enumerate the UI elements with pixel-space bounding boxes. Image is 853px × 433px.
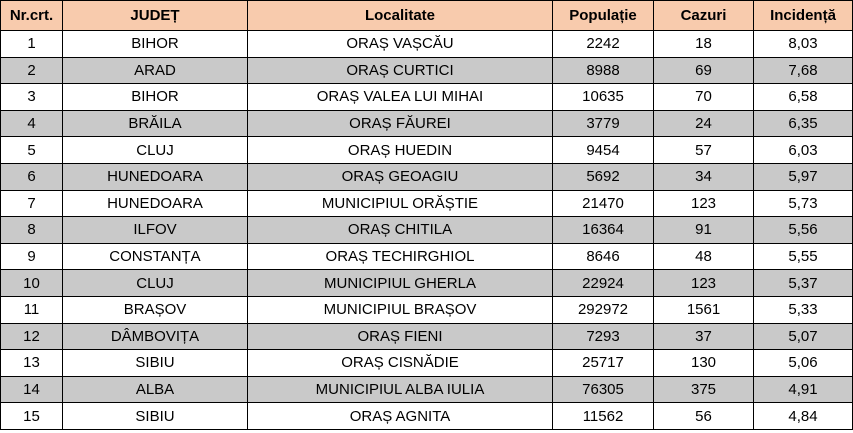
header-nr-crt: Nr.crt.: [1, 1, 63, 31]
cell-incidenta: 5,97: [754, 163, 853, 190]
cell-cazuri: 34: [654, 163, 754, 190]
cell-populatie: 9454: [553, 137, 654, 164]
cell-populatie: 76305: [553, 376, 654, 403]
cell-populatie: 8646: [553, 243, 654, 270]
table-row: [1, 163, 853, 190]
table-row: [1, 84, 853, 111]
cell-localitate: ORAȘ CISNĂDIE: [248, 350, 553, 377]
cell-localitate: MUNICIPIUL GHERLA: [248, 270, 553, 297]
cell-incidenta: 5,06: [754, 350, 853, 377]
cell-judet: HUNEDOARA: [63, 163, 248, 190]
table-row: [1, 296, 853, 323]
cell-cazuri: 18: [654, 31, 754, 58]
cell-judet: ARAD: [63, 57, 248, 84]
cell-judet: BRAȘOV: [63, 296, 248, 323]
cell-nr-crt: 2: [1, 57, 63, 84]
cell-localitate: ORAȘ GEOAGIU: [248, 163, 553, 190]
header-incidenta: Incidență: [754, 1, 853, 31]
cell-judet: CLUJ: [63, 137, 248, 164]
header-populatie: Populație: [553, 1, 654, 31]
cell-incidenta: 5,73: [754, 190, 853, 217]
cell-populatie: 11562: [553, 403, 654, 430]
cell-populatie: 21470: [553, 190, 654, 217]
header-localitate: Localitate: [248, 1, 553, 31]
table-row: [1, 190, 853, 217]
table-row: [1, 31, 853, 58]
cell-nr-crt: 10: [1, 270, 63, 297]
cell-localitate: MUNICIPIUL ORĂȘTIE: [248, 190, 553, 217]
cell-judet: BIHOR: [63, 84, 248, 111]
cell-judet: ILFOV: [63, 217, 248, 244]
cell-localitate: ORAȘ FĂUREI: [248, 110, 553, 137]
cell-localitate: MUNICIPIUL ALBA IULIA: [248, 376, 553, 403]
cell-localitate: ORAȘ CHITILA: [248, 217, 553, 244]
cell-localitate: ORAȘ HUEDIN: [248, 137, 553, 164]
cell-judet: SIBIU: [63, 403, 248, 430]
cell-incidenta: 5,37: [754, 270, 853, 297]
cell-judet: SIBIU: [63, 350, 248, 377]
cell-populatie: 22924: [553, 270, 654, 297]
cell-localitate: ORAȘ TECHIRGHIOL: [248, 243, 553, 270]
cell-localitate: ORAȘ VAȘCĂU: [248, 31, 553, 58]
table-row: [1, 57, 853, 84]
cell-incidenta: 5,07: [754, 323, 853, 350]
cell-cazuri: 69: [654, 57, 754, 84]
cell-nr-crt: 14: [1, 376, 63, 403]
cell-nr-crt: 8: [1, 217, 63, 244]
cell-incidenta: 5,56: [754, 217, 853, 244]
header-judet: JUDEȚ: [63, 1, 248, 31]
cell-nr-crt: 1: [1, 31, 63, 58]
cell-judet: CONSTANȚA: [63, 243, 248, 270]
cell-localitate: ORAȘ AGNITA: [248, 403, 553, 430]
cell-nr-crt: 9: [1, 243, 63, 270]
cell-nr-crt: 13: [1, 350, 63, 377]
cell-populatie: 2242: [553, 31, 654, 58]
cell-cazuri: 123: [654, 190, 754, 217]
table-row: [1, 217, 853, 244]
cell-localitate: ORAȘ FIENI: [248, 323, 553, 350]
cell-cazuri: 24: [654, 110, 754, 137]
cell-judet: HUNEDOARA: [63, 190, 248, 217]
cell-incidenta: 4,91: [754, 376, 853, 403]
cell-localitate: ORAȘ VALEA LUI MIHAI: [248, 84, 553, 111]
cell-localitate: MUNICIPIUL BRAȘOV: [248, 296, 553, 323]
cell-cazuri: 37: [654, 323, 754, 350]
cell-judet: BIHOR: [63, 31, 248, 58]
cell-cazuri: 91: [654, 217, 754, 244]
cell-cazuri: 123: [654, 270, 754, 297]
cell-incidenta: 5,55: [754, 243, 853, 270]
cell-nr-crt: 11: [1, 296, 63, 323]
cell-nr-crt: 7: [1, 190, 63, 217]
cell-judet: ALBA: [63, 376, 248, 403]
table-row: [1, 350, 853, 377]
cell-populatie: 25717: [553, 350, 654, 377]
cell-judet: BRĂILA: [63, 110, 248, 137]
cell-judet: DÂMBOVIȚA: [63, 323, 248, 350]
table-row: [1, 137, 853, 164]
table-row: [1, 110, 853, 137]
cell-cazuri: 56: [654, 403, 754, 430]
cell-cazuri: 70: [654, 84, 754, 111]
cell-cazuri: 375: [654, 376, 754, 403]
table-row: [1, 403, 853, 430]
cell-incidenta: 6,35: [754, 110, 853, 137]
cell-populatie: 3779: [553, 110, 654, 137]
cell-incidenta: 6,03: [754, 137, 853, 164]
table-row: [1, 323, 853, 350]
cell-incidenta: 8,03: [754, 31, 853, 58]
cell-populatie: 5692: [553, 163, 654, 190]
cell-populatie: 8988: [553, 57, 654, 84]
cell-cazuri: 48: [654, 243, 754, 270]
cell-nr-crt: 6: [1, 163, 63, 190]
cell-incidenta: 4,84: [754, 403, 853, 430]
cell-cazuri: 57: [654, 137, 754, 164]
table-row: [1, 270, 853, 297]
table-row: [1, 243, 853, 270]
header-row: [1, 1, 853, 31]
cell-nr-crt: 3: [1, 84, 63, 111]
cell-localitate: ORAȘ CURTICI: [248, 57, 553, 84]
cell-populatie: 10635: [553, 84, 654, 111]
cell-nr-crt: 5: [1, 137, 63, 164]
cell-nr-crt: 15: [1, 403, 63, 430]
cell-cazuri: 130: [654, 350, 754, 377]
cell-populatie: 16364: [553, 217, 654, 244]
cell-populatie: 292972: [553, 296, 654, 323]
cell-populatie: 7293: [553, 323, 654, 350]
cell-incidenta: 7,68: [754, 57, 853, 84]
cell-incidenta: 5,33: [754, 296, 853, 323]
cell-incidenta: 6,58: [754, 84, 853, 111]
table-row: [1, 376, 853, 403]
cell-nr-crt: 4: [1, 110, 63, 137]
cell-cazuri: 1561: [654, 296, 754, 323]
header-cazuri: Cazuri: [654, 1, 754, 31]
cell-judet: CLUJ: [63, 270, 248, 297]
cell-nr-crt: 12: [1, 323, 63, 350]
